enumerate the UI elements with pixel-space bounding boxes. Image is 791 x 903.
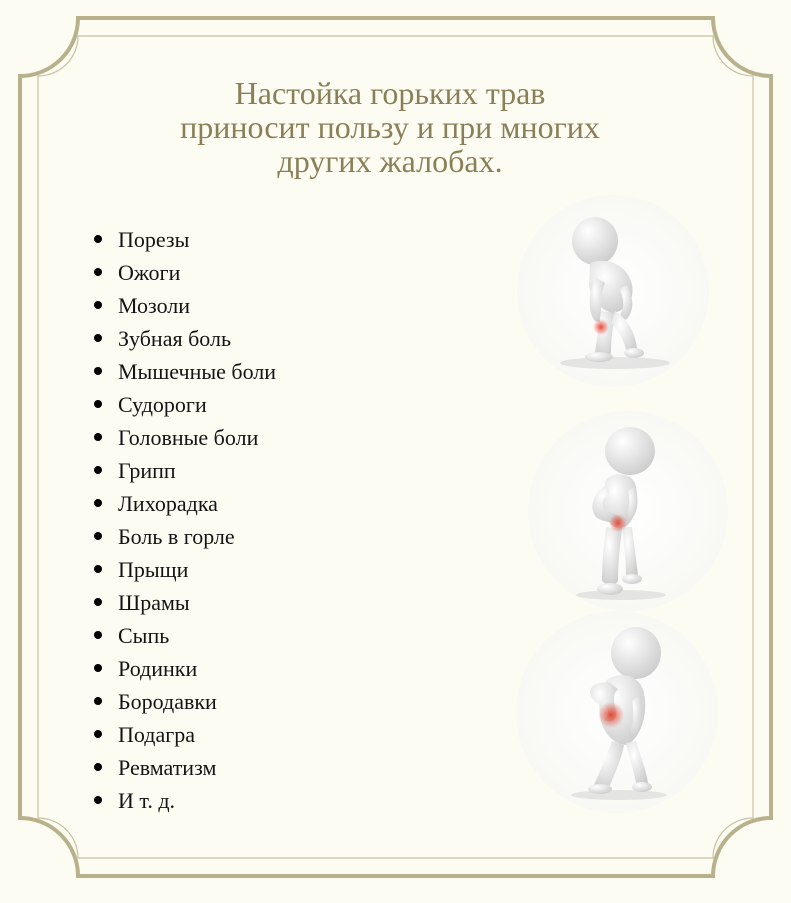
bullet-icon: [94, 631, 102, 639]
list-item-label: Лихорадка: [118, 491, 218, 516]
bullet-icon: [94, 730, 102, 738]
bullet-icon: [94, 697, 102, 705]
list-item-label: Ожоги: [118, 260, 181, 285]
list-item: [92, 785, 276, 818]
list-item: [92, 389, 276, 422]
list-item: [92, 224, 276, 257]
list-item: [92, 587, 276, 620]
page-title: [95, 76, 685, 178]
list-item-label: Головные боли: [118, 425, 259, 450]
list-item-label: Боль в горле: [118, 524, 235, 549]
title-line-2: приносит пользу и при многих: [180, 109, 600, 145]
list-item-label: Родинки: [118, 656, 198, 681]
list-item: [92, 653, 276, 686]
list-item: [92, 719, 276, 752]
list-item: [92, 488, 276, 521]
list-item-label: Мозоли: [118, 293, 191, 318]
bullet-icon: [94, 499, 102, 507]
bullet-icon: [94, 433, 102, 441]
list-item: [92, 455, 276, 488]
list-item: [92, 752, 276, 785]
figure-back-pain-icon: [514, 609, 720, 815]
list-item: [92, 290, 276, 323]
bullet-icon: [94, 466, 102, 474]
bullet-icon: [94, 367, 102, 375]
list-item-label: Зубная боль: [118, 326, 231, 351]
list-item-label: Ревматизм: [118, 755, 217, 780]
title-line-1: Настойка горьких трав: [234, 75, 546, 111]
bullet-icon: [94, 301, 102, 309]
bullet-icon: [94, 565, 102, 573]
list-item: [92, 521, 276, 554]
list-item-label: Грипп: [118, 458, 176, 483]
title-line-3: других жалобах.: [277, 143, 503, 179]
list-item: [92, 257, 276, 290]
complaints-list: [92, 224, 276, 818]
list-item-label: Шрамы: [118, 590, 190, 615]
bullet-icon: [94, 400, 102, 408]
bullet-icon: [94, 664, 102, 672]
list-item: [92, 422, 276, 455]
bullet-icon: [94, 598, 102, 606]
bullet-icon: [94, 334, 102, 342]
bullet-icon: [94, 763, 102, 771]
list-item-label: Бородавки: [118, 689, 217, 714]
list-item-label: Сыпь: [118, 623, 170, 648]
bullet-icon: [94, 796, 102, 804]
list-item-label: И т. д.: [118, 788, 176, 813]
figure-knee-pain-icon: [515, 193, 711, 389]
list-item-label: Порезы: [118, 227, 190, 252]
list-item-label: Прыщи: [118, 557, 189, 582]
bullet-icon: [94, 532, 102, 540]
figure-stomach-pain-icon: [526, 409, 730, 613]
list-item: [92, 356, 276, 389]
list-item: [92, 620, 276, 653]
list-item: [92, 554, 276, 587]
list-item-label: Судороги: [118, 392, 207, 417]
list-item: [92, 686, 276, 719]
list-item-label: Подагра: [118, 722, 195, 747]
bullet-icon: [94, 268, 102, 276]
list-item: [92, 323, 276, 356]
bullet-icon: [94, 235, 102, 243]
list-item-label: Мышечные боли: [118, 359, 277, 384]
